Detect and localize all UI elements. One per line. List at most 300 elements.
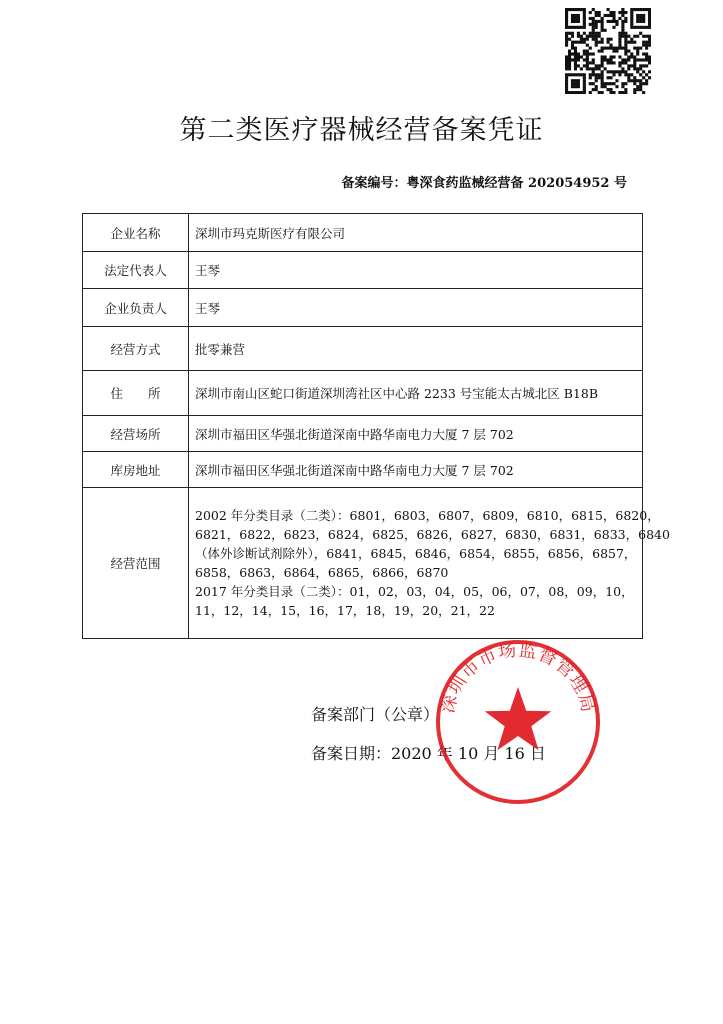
qr-module	[595, 79, 598, 82]
qr-module	[601, 17, 604, 20]
qr-module	[592, 67, 595, 70]
qr-module	[607, 88, 610, 91]
qr-module	[589, 52, 592, 55]
qr-module	[627, 64, 630, 67]
qr-module	[577, 35, 580, 38]
qr-module	[592, 29, 595, 32]
qr-module	[615, 79, 618, 82]
qr-module	[601, 47, 604, 50]
qr-module	[621, 47, 624, 50]
qr-module	[621, 11, 624, 14]
qr-module	[595, 26, 598, 29]
qr-module	[586, 58, 589, 61]
qr-module	[615, 47, 618, 50]
qr-module	[565, 67, 568, 70]
qr-module	[612, 26, 615, 29]
qr-module	[639, 58, 642, 61]
scope-line: （体外诊断试剂除外），6841，6845，6846，6854，6855，6856，6857，	[195, 546, 637, 561]
qr-module	[580, 35, 583, 38]
qr-module	[565, 91, 568, 94]
qr-module	[642, 76, 645, 79]
qr-module	[612, 55, 615, 58]
qr-module	[645, 58, 648, 61]
qr-module	[618, 38, 621, 41]
page-title: 第二类医疗器械经营备案凭证	[179, 115, 544, 146]
qr-module	[648, 8, 651, 11]
qr-module	[618, 73, 621, 76]
qr-module	[571, 14, 574, 17]
qr-module	[583, 58, 586, 61]
qr-module	[607, 76, 610, 79]
qr-module	[598, 64, 601, 67]
qr-module	[618, 64, 621, 67]
qr-module	[601, 61, 604, 64]
qr-module	[612, 14, 615, 17]
qr-module	[627, 50, 630, 53]
qr-module	[609, 82, 612, 85]
qr-module	[577, 64, 580, 67]
label-scope: 经营范围	[83, 488, 189, 639]
qr-module	[618, 44, 621, 47]
qr-module	[598, 76, 601, 79]
qr-module	[565, 32, 568, 35]
qr-module	[621, 61, 624, 64]
qr-module	[624, 35, 627, 38]
qr-module	[642, 26, 645, 29]
row-legal-rep	[83, 252, 643, 289]
qr-module	[592, 52, 595, 55]
qr-module	[568, 91, 571, 94]
qr-module	[565, 64, 568, 67]
qr-module	[577, 26, 580, 29]
qr-module	[621, 70, 624, 73]
qr-module	[577, 32, 580, 35]
qr-module	[592, 32, 595, 35]
qr-module	[642, 20, 645, 23]
qr-module	[571, 73, 574, 76]
qr-module	[565, 55, 568, 58]
qr-module	[577, 82, 580, 85]
qr-module	[595, 85, 598, 88]
qr-module	[618, 47, 621, 50]
qr-module	[592, 26, 595, 29]
qr-module	[630, 8, 633, 11]
qr-module	[630, 73, 633, 76]
qr-module	[627, 55, 630, 58]
row-scope	[83, 488, 643, 639]
qr-module	[639, 26, 642, 29]
filing-department: 备案部门（公章）	[311, 705, 440, 724]
official-seal	[433, 637, 603, 807]
qr-module	[592, 82, 595, 85]
row-company-name	[83, 214, 643, 252]
scope-line: 2017 年分类目录（二类）：01，02，03，04，05，06，07，08，09，10，	[195, 584, 634, 599]
qr-module	[612, 82, 615, 85]
qr-module	[633, 67, 636, 70]
qr-module	[604, 14, 607, 17]
qr-module	[565, 14, 568, 17]
qr-module	[624, 20, 627, 23]
qr-module	[633, 58, 636, 61]
label-residence: 住 所	[83, 371, 189, 416]
qr-module	[618, 11, 621, 14]
qr-module	[574, 79, 577, 82]
qr-module	[621, 91, 624, 94]
qr-module	[609, 91, 612, 94]
qr-module	[612, 91, 615, 94]
value-residence: 深圳市南山区蛇口街道深圳湾社区中心路 2233 号宝能太古城北区 B18B	[189, 371, 643, 416]
qr-module	[583, 26, 586, 29]
qr-module	[642, 35, 645, 38]
qr-module	[589, 32, 592, 35]
qr-module	[601, 58, 604, 61]
qr-module	[589, 35, 592, 38]
qr-module	[624, 41, 627, 44]
qr-module	[601, 79, 604, 82]
qr-module	[586, 52, 589, 55]
qr-module	[574, 52, 577, 55]
qr-module	[586, 61, 589, 64]
qr-module	[568, 32, 571, 35]
qr-module	[601, 76, 604, 79]
qr-module	[595, 41, 598, 44]
qr-module	[630, 17, 633, 20]
qr-module	[621, 8, 624, 11]
qr-module	[604, 47, 607, 50]
qr-module	[636, 14, 639, 17]
qr-module	[615, 20, 618, 23]
qr-module	[580, 55, 583, 58]
qr-module	[586, 38, 589, 41]
qr-module	[577, 8, 580, 11]
qr-module	[592, 20, 595, 23]
qr-module	[565, 41, 568, 44]
qr-module	[577, 14, 580, 17]
qr-module	[639, 88, 642, 91]
qr-module	[586, 44, 589, 47]
qr-module	[595, 76, 598, 79]
value-company-name: 深圳市玛克斯医疗有限公司	[189, 214, 643, 252]
qr-module	[648, 20, 651, 23]
qr-module	[642, 64, 645, 67]
qr-module	[589, 17, 592, 20]
qr-module	[580, 8, 583, 11]
qr-module	[574, 55, 577, 58]
qr-module	[639, 64, 642, 67]
qr-module	[633, 55, 636, 58]
filing-date: 备案日期：2020 年 10 月 16 日	[311, 744, 546, 763]
label-company-name: 企业名称	[83, 214, 189, 252]
value-warehouse: 深圳市福田区华强北街道深南中路华南电力大厦 7 层 702	[189, 452, 643, 488]
qr-module	[565, 79, 568, 82]
qr-module	[607, 14, 610, 17]
qr-module	[636, 67, 639, 70]
qr-module	[621, 85, 624, 88]
qr-module	[565, 44, 568, 47]
qr-module	[595, 38, 598, 41]
qr-module	[598, 32, 601, 35]
qr-module	[601, 41, 604, 44]
qr-module	[633, 76, 636, 79]
qr-module	[604, 85, 607, 88]
qr-module	[645, 64, 648, 67]
qr-module	[598, 67, 601, 70]
qr-module	[577, 41, 580, 44]
qr-module	[568, 64, 571, 67]
qr-module	[639, 8, 642, 11]
qr-module	[568, 58, 571, 61]
qr-module	[604, 58, 607, 61]
qr-module	[630, 64, 633, 67]
qr-module	[583, 76, 586, 79]
qr-module	[589, 82, 592, 85]
qr-module	[636, 17, 639, 20]
qr-module	[568, 38, 571, 41]
qr-module	[580, 41, 583, 44]
qr-module	[598, 50, 601, 53]
qr-module	[618, 70, 621, 73]
qr-module	[577, 20, 580, 23]
qr-module	[633, 35, 636, 38]
qr-module	[598, 73, 601, 76]
qr-module	[636, 35, 639, 38]
qr-module	[601, 64, 604, 67]
qr-module	[633, 26, 636, 29]
qr-module	[601, 23, 604, 26]
qr-module	[612, 73, 615, 76]
qr-module	[577, 85, 580, 88]
qr-module	[621, 20, 624, 23]
qr-module	[574, 17, 577, 20]
qr-module	[583, 85, 586, 88]
qr-module	[633, 8, 636, 11]
qr-module	[595, 64, 598, 67]
qr-module	[589, 73, 592, 76]
qr-module	[624, 38, 627, 41]
qr-module	[627, 35, 630, 38]
qr-module	[604, 29, 607, 32]
qr-module	[636, 58, 639, 61]
registration-label: 备案编号：	[341, 176, 407, 191]
qr-module	[648, 23, 651, 26]
qr-module	[609, 70, 612, 73]
qr-module	[592, 23, 595, 26]
qr-module	[583, 20, 586, 23]
qr-module	[586, 67, 589, 70]
qr-module	[583, 64, 586, 67]
qr-module	[583, 91, 586, 94]
qr-module	[624, 73, 627, 76]
qr-module	[601, 50, 604, 53]
qr-module	[639, 85, 642, 88]
qr-module	[598, 35, 601, 38]
qr-module	[598, 14, 601, 17]
qr-module	[636, 47, 639, 50]
label-business-premises: 经营场所	[83, 416, 189, 452]
qr-module	[592, 73, 595, 76]
row-person-in-charge	[83, 289, 643, 327]
qr-module	[627, 58, 630, 61]
qr-module	[642, 70, 645, 73]
scope-line: 2002 年分类目录（二类）：6801，6803，6807，6809，6810，6815，6820，	[195, 508, 660, 523]
qr-module	[648, 61, 651, 64]
row-business-mode	[83, 327, 643, 371]
qr-module	[565, 35, 568, 38]
qr-module	[621, 14, 624, 17]
qr-module	[586, 35, 589, 38]
seal-star	[485, 687, 552, 750]
qr-module	[630, 52, 633, 55]
qr-module	[627, 76, 630, 79]
qr-module	[642, 52, 645, 55]
qr-module	[583, 14, 586, 17]
qr-module	[612, 61, 615, 64]
qr-module	[636, 50, 639, 53]
qr-module	[615, 70, 618, 73]
qr-module	[618, 17, 621, 20]
scope-line: 6858，6863，6864，6865，6866，6870	[195, 565, 449, 580]
qr-module	[639, 14, 642, 17]
qr-module	[618, 35, 621, 38]
qr-code	[565, 8, 651, 94]
qr-module	[621, 82, 624, 85]
qr-module	[595, 20, 598, 23]
qr-module	[571, 47, 574, 50]
qr-module	[648, 11, 651, 14]
qr-module	[583, 79, 586, 82]
qr-module	[592, 58, 595, 61]
qr-module	[583, 82, 586, 85]
qr-module	[568, 73, 571, 76]
qr-module	[583, 32, 586, 35]
qr-module	[601, 38, 604, 41]
qr-module	[577, 79, 580, 82]
qr-module	[639, 79, 642, 82]
qr-module	[621, 35, 624, 38]
qr-module	[598, 91, 601, 94]
qr-module	[574, 20, 577, 23]
qr-module	[618, 32, 621, 35]
qr-module	[624, 58, 627, 61]
qr-module	[645, 44, 648, 47]
qr-module	[618, 61, 621, 64]
qr-module	[636, 79, 639, 82]
qr-module	[645, 26, 648, 29]
qr-module	[601, 20, 604, 23]
qr-module	[618, 55, 621, 58]
qr-module	[633, 91, 636, 94]
qr-module	[601, 70, 604, 73]
qr-module	[621, 26, 624, 29]
qr-module	[612, 50, 615, 53]
qr-module	[609, 58, 612, 61]
qr-module	[583, 88, 586, 91]
qr-module	[565, 8, 568, 11]
qr-module	[633, 41, 636, 44]
qr-module	[580, 73, 583, 76]
qr-module	[607, 47, 610, 50]
qr-module	[630, 38, 633, 41]
qr-module	[565, 82, 568, 85]
qr-module	[618, 41, 621, 44]
qr-module	[642, 44, 645, 47]
qr-module	[592, 17, 595, 20]
qr-module	[627, 73, 630, 76]
qr-module	[571, 44, 574, 47]
qr-module	[583, 23, 586, 26]
qr-module	[624, 50, 627, 53]
qr-module	[621, 29, 624, 32]
qr-module	[633, 64, 636, 67]
qr-module	[615, 50, 618, 53]
qr-module	[568, 67, 571, 70]
qr-module	[607, 38, 610, 41]
qr-module	[580, 67, 583, 70]
qr-module	[592, 61, 595, 64]
info-table	[82, 213, 670, 639]
qr-module	[565, 73, 568, 76]
qr-module	[565, 23, 568, 26]
qr-module	[607, 58, 610, 61]
qr-module	[648, 17, 651, 20]
qr-module	[595, 14, 598, 17]
qr-module	[574, 91, 577, 94]
row-warehouse	[83, 452, 643, 488]
qr-module	[565, 61, 568, 64]
qr-module	[636, 26, 639, 29]
qr-module	[612, 11, 615, 14]
qr-module	[574, 41, 577, 44]
value-business-mode: 批零兼营	[189, 327, 643, 371]
qr-module	[583, 11, 586, 14]
qr-module	[580, 91, 583, 94]
qr-module	[592, 88, 595, 91]
scope-line: 6821，6822，6823，6824，6825，6826，6827，6830，6831，6833，6840	[195, 527, 670, 542]
qr-module	[577, 52, 580, 55]
qr-module	[598, 41, 601, 44]
qr-module	[583, 73, 586, 76]
qr-module	[630, 79, 633, 82]
qr-module	[639, 73, 642, 76]
qr-module	[589, 91, 592, 94]
qr-module	[571, 52, 574, 55]
qr-module	[604, 55, 607, 58]
qr-module	[648, 38, 651, 41]
qr-module	[642, 8, 645, 11]
qr-module	[583, 8, 586, 11]
qr-module	[642, 82, 645, 85]
qr-module	[636, 85, 639, 88]
qr-module	[592, 70, 595, 73]
qr-module	[609, 44, 612, 47]
registration-number	[342, 172, 627, 191]
qr-module	[565, 38, 568, 41]
qr-module	[571, 79, 574, 82]
qr-module	[609, 61, 612, 64]
qr-module	[621, 58, 624, 61]
qr-module	[645, 55, 648, 58]
qr-module	[633, 47, 636, 50]
qr-module	[571, 26, 574, 29]
qr-module	[627, 67, 630, 70]
qr-module	[574, 58, 577, 61]
qr-module	[601, 82, 604, 85]
qr-module	[630, 55, 633, 58]
qr-module	[583, 17, 586, 20]
qr-module	[645, 41, 648, 44]
qr-module	[648, 70, 651, 73]
qr-module	[612, 47, 615, 50]
